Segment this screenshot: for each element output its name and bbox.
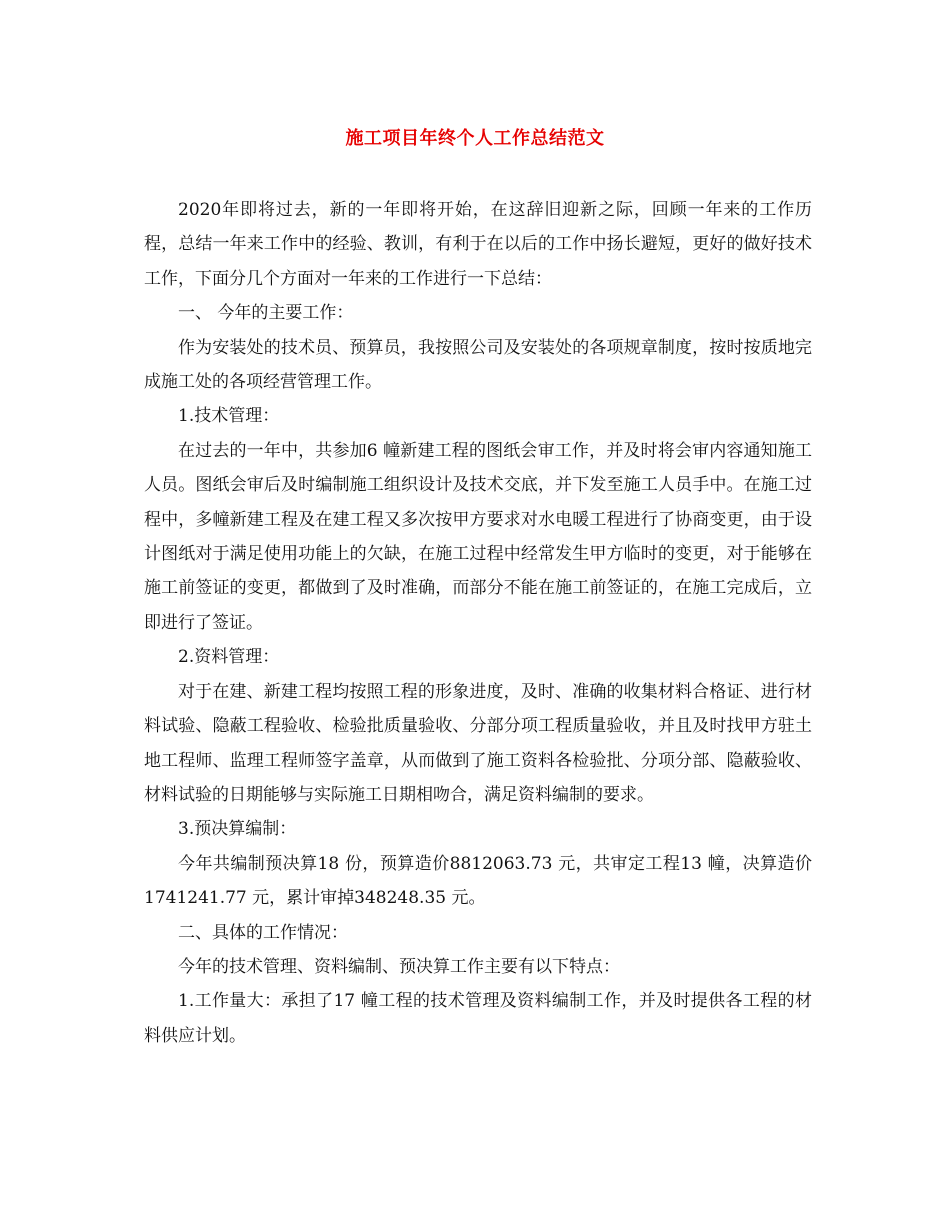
subheading-budget-preparation: 3.预决算编制： bbox=[178, 819, 297, 840]
specific-work-intro-paragraph: 今年的技术管理、资料编制、预决算工作主要有以下特点： bbox=[178, 956, 620, 977]
budget-preparation-paragraph: 今年共编制预决算18 份，预算造价8812063.73 元，共审定工程13 幢，决算造价1741241.77 元，累计审掉348248.35 元。 bbox=[144, 853, 812, 909]
section-heading-specific-work: 二、具体的工作情况： bbox=[178, 922, 348, 943]
main-work-paragraph: 作为安装处的技术员、预算员，我按照公司及安装处的各项规章制度，按时按质地完成施工处的各项经营管理工作。 bbox=[144, 337, 812, 393]
technical-management-paragraph: 在过去的一年中，共参加6 幢新建工程的图纸会审工作，并及时将会审内容通知施工人员。图纸会审后及时编制施工组织设计及技术交底，并下发至施工人员手中。在施工过程中，多幢新建工程及在建工程又多次按甲方要求对水电暖工程进行了协商变更，由于设计图纸对于满足使用功能上的欠缺，在施工过程中经常发生甲方临时的变更，对于能够在施工前签证的变更，都做到了及时准确，而部分不能在施工前签证的，在施工完成后，立即进行了签证。 bbox=[144, 440, 812, 633]
document-title: 施工项目年终个人工作总结范文 bbox=[345, 128, 605, 149]
subheading-document-management: 2.资料管理： bbox=[178, 647, 280, 668]
intro-paragraph: 2020年即将过去，新的一年即将开始，在这辞旧迎新之际，回顾一年来的工作历程，总结一年来工作中的经验、教训，有利于在以后的工作中扬长避短，更好的做好技术工作，下面分几个方面对一年来的工作进行一下总结： bbox=[144, 200, 812, 289]
workload-paragraph: 1.工作量大：承担了17 幢工程的技术管理及资料编制工作，并及时提供各工程的材料供应计划。 bbox=[144, 991, 812, 1046]
section-heading-main-work: 一、 今年的主要工作： bbox=[178, 303, 354, 324]
document-management-paragraph: 对于在建、新建工程均按照工程的形象进度，及时、准确的收集材料合格证、进行材料试验、隐蔽工程验收、检验批质量验收、分部分项工程质量验收，并且及时找甲方驻土地工程师、监理工程师签字盖章，从而做到了施工资料各检验批、分项分部、隐蔽验收、材料试验的日期能够与实际施工日期相吻合，满足资料编制的要求。 bbox=[144, 681, 812, 805]
subheading-technical-management: 1.技术管理： bbox=[178, 406, 280, 427]
document-body bbox=[144, 193, 812, 1053]
